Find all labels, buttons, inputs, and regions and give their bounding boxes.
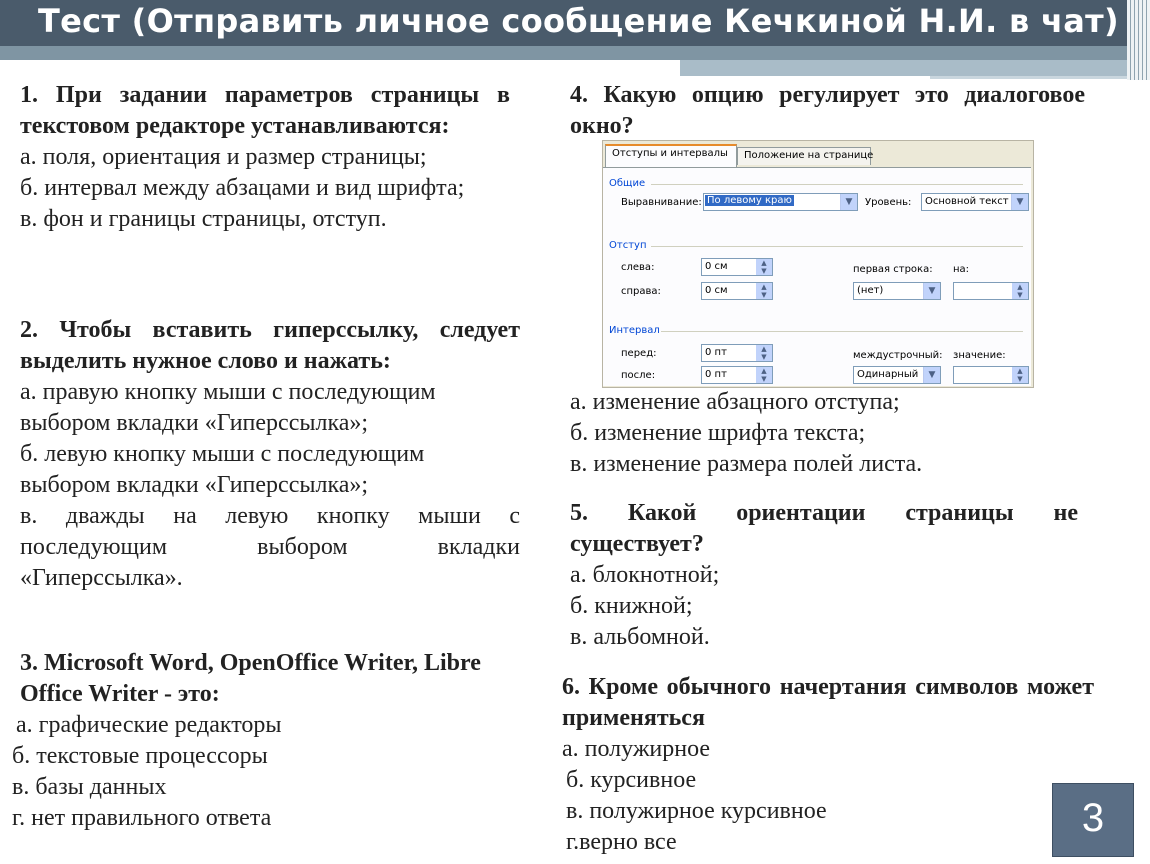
answer-option: а. полужирное — [562, 736, 711, 762]
paragraph-dialog — [602, 140, 1034, 388]
spacing-before-value: 0 пт — [705, 347, 727, 358]
title-stripe — [0, 46, 1135, 60]
spinner-arrows-icon[interactable]: ▲ ▼ — [756, 367, 772, 383]
answer-option: б. текстовые процессоры — [12, 743, 268, 769]
first-line-by-spinner[interactable] — [953, 282, 1029, 300]
question-heading: 2. Чтобы вставить гиперссылку, следует выделить нужное слово и нажать: — [20, 317, 520, 374]
title-edge-decoration — [1127, 0, 1150, 80]
answer-option: г.верно все — [566, 829, 677, 855]
group-indent-label: Отступ — [609, 240, 647, 251]
spacing-after-value: 0 пт — [705, 369, 727, 380]
line-spacing-value-label: значение: — [953, 350, 1006, 361]
spinner-arrows-icon[interactable]: ▲ ▼ — [756, 283, 772, 299]
spacing-before-spinner[interactable] — [701, 344, 773, 362]
question-2 — [20, 315, 520, 594]
slide-title: Тест (Отправить личное сообщение Кечкиной Н.И. в чат) — [38, 2, 1119, 40]
answer-option: б. левую кнопку мыши с последующим выбором вкладки «Гиперссылка»; — [20, 441, 425, 498]
question-heading: 1. При задании параметров страницы в текстовом редакторе устанавливаются: — [20, 82, 510, 139]
answer-option: б. курсивное — [566, 767, 697, 793]
answer-option: в. базы данных — [12, 774, 167, 800]
group-divider — [661, 331, 1023, 332]
alignment-select[interactable] — [703, 193, 858, 211]
spinner-arrows-icon[interactable]: ▲ ▼ — [1012, 367, 1028, 383]
answer-option: в. альбомной. — [570, 624, 710, 650]
level-value: Основной текст — [925, 196, 1009, 207]
right-indent-label: справа: — [621, 286, 661, 297]
group-spacing-label: Интервал — [609, 325, 660, 336]
answer-option: а. изменение абзацного отступа; — [570, 389, 900, 415]
answer-option: а. правую кнопку мыши с последующим выбором вкладки «Гиперссылка»; — [20, 379, 436, 436]
question-heading: 3. Microsoft Word, OpenOffice Writer, Libre Office Writer - это: — [20, 650, 481, 707]
line-spacing-select[interactable] — [853, 366, 941, 384]
alignment-value: По левому краю — [707, 195, 792, 206]
spinner-arrows-icon[interactable]: ▲ ▼ — [756, 259, 772, 275]
answer-option: а. блокнотной; — [570, 562, 720, 588]
line-spacing-value: Одинарный — [857, 369, 919, 380]
question-heading: 5. Какой ориентации страницы не существует? — [570, 500, 1078, 557]
chevron-down-icon: ▼ — [1011, 194, 1028, 210]
first-line-label: первая строка: — [853, 264, 933, 275]
title-stripe-accent — [680, 60, 1135, 76]
dialog-tabs — [603, 141, 1033, 167]
tab-indents-spacing[interactable]: Отступы и интервалы — [605, 144, 737, 168]
group-general-label: Общие — [609, 178, 646, 189]
group-divider — [651, 184, 1023, 185]
answer-option: б. книжной; — [570, 593, 693, 619]
first-line-by-label: на: — [953, 264, 970, 275]
left-indent-label: слева: — [621, 262, 655, 273]
first-line-select[interactable] — [853, 282, 941, 300]
slide-number: 3 — [1081, 796, 1105, 840]
answer-option: а. графические редакторы — [16, 712, 282, 738]
question-4 — [570, 80, 1085, 142]
question-heading: 4. Какую опцию регулирует это диалоговое окно? — [570, 82, 1085, 139]
answer-option: г. нет правильного ответа — [12, 805, 272, 831]
answer-option: в. фон и границы страницы, отступ. — [20, 206, 387, 232]
right-indent-spinner[interactable] — [701, 282, 773, 300]
chevron-down-icon: ▼ — [923, 283, 940, 299]
answer-option: в. дважды на левую кнопку мыши с последующим выбором вкладки «Гиперссылка». — [20, 503, 520, 591]
right-indent-value: 0 см — [705, 285, 728, 296]
line-spacing-label: междустрочный: — [853, 350, 943, 361]
first-line-value: (нет) — [857, 285, 884, 296]
answer-option: а. поля, ориентация и размер страницы; — [20, 144, 427, 170]
question-4-answers — [570, 387, 1090, 480]
question-5 — [570, 498, 1078, 653]
group-divider — [651, 246, 1023, 247]
chevron-down-icon: ▼ — [923, 367, 940, 383]
spinner-arrows-icon[interactable]: ▲ ▼ — [1012, 283, 1028, 299]
tab-line-page-breaks[interactable]: Положение на странице — [737, 147, 871, 165]
question-heading: 6. Кроме обычного начертания символов может применяться — [562, 674, 1094, 731]
spacing-before-label: перед: — [621, 348, 657, 359]
slide-number-badge — [1052, 783, 1134, 857]
alignment-label: Выравнивание: — [621, 197, 702, 208]
spinner-arrows-icon[interactable]: ▲ ▼ — [756, 345, 772, 361]
dialog-panel — [603, 167, 1031, 386]
answer-option: в. полужирное курсивное — [566, 798, 827, 824]
answer-option: б. изменение шрифта текста; — [570, 420, 866, 446]
question-1 — [20, 80, 510, 235]
level-label: Уровень: — [865, 197, 912, 208]
left-indent-spinner[interactable] — [701, 258, 773, 276]
answer-option: б. интервал между абзацами и вид шрифта; — [20, 175, 465, 201]
title-stripe-thin — [930, 76, 1130, 79]
chevron-down-icon: ▼ — [840, 194, 857, 210]
answer-option: в. изменение размера полей листа. — [570, 451, 923, 477]
line-spacing-value-spinner[interactable] — [953, 366, 1029, 384]
question-6 — [562, 672, 1094, 858]
question-3 — [12, 648, 532, 834]
left-indent-value: 0 см — [705, 261, 728, 272]
slide-title-bar — [0, 0, 1150, 46]
spacing-after-spinner[interactable] — [701, 366, 773, 384]
level-select[interactable] — [921, 193, 1029, 211]
spacing-after-label: после: — [621, 370, 656, 381]
